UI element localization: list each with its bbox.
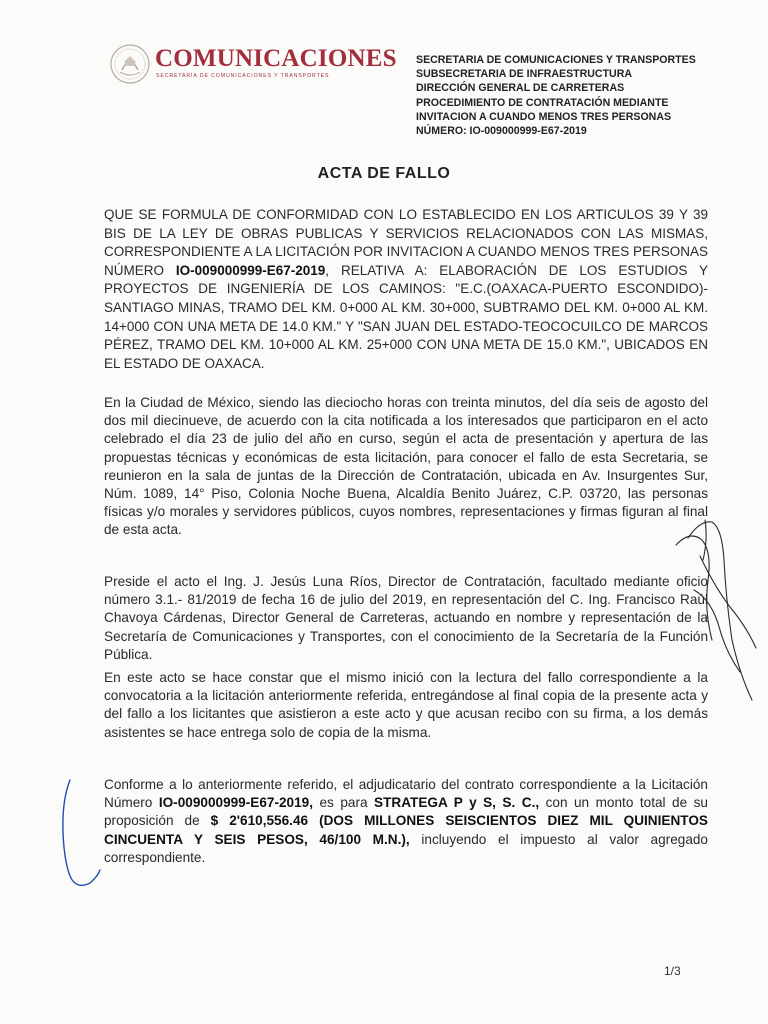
- award-amount: $ 2'610,556.46 (DOS MILLONES SEISCIENTOS DIEZ MIL QUINIENTOS CINCUENTA Y SEIS PESOS, 46/100 M.N.),: [104, 813, 708, 847]
- preamble-text: , RELATIVA A: ELABORACIÓN DE LOS ESTUDIOS Y PROYECTOS DE INGENIERÍA DE LOS CAMINOS: "E.C.(OAXACA-PUERTO ESCONDIDO)-SANTIAGO MINAS, TRAMO DEL KM. 0+000 AL KM. 30+000, SUBTRAMO DEL KM. 0+000 AL KM. 14+000 CON UNA META DE 14.0 KM." Y "SAN JUAN DEL ESTADO-TEOCOCUILCO DE MARCOS PÉREZ, TRAMO DEL KM. 10+000 AL KM. 25+000 CON UNA META DE 15.0 KM.", UBICADOS EN EL ESTADO DE OAXACA.: [104, 262, 709, 371]
- national-seal-icon: [108, 42, 152, 86]
- org-line: DIRECCIÓN GENERAL DE CARRETERAS: [416, 82, 625, 95]
- meeting-paragraph: En la Ciudad de México, siendo las dieciocho horas con treinta minutos, del día seis de agosto del dos mil diecinueve, de acuerdo con la cita notificada a los interesados que participaron en el acto celebrado el día 23 de julio del año en curso, según el acta de presentación y apertura de las propuestas técnicas y económicas de esta licitación, para conocer el fallo de esta Secretaria, se reunieron en la sala de juntas de la Dirección de Contratación, ubicada en Av. Insurgentes Sur, Núm. 1089, 14° Piso, Colonia Noche Buena, Alcaldía Benito Juárez, C.P. 03720, las personas físicas y/o morales y servidores públicos, cuyos nombres, representaciones y firmas figuran al final de esta acta.: [104, 395, 708, 538]
- preamble-text: QUE SE FORMULA DE CONFORMIDAD CON LO ESTABLECIDO EN LOS ARTICULOS 39 Y 39 BIS DE LA LEY DE OBRAS PUBLICAS Y SERVICIOS RELACIONADOS CON LAS MISMAS, CORRESPONDIENTE A LA LICITACIÓN POR INVITACION A CUANDO MENOS TRES PERSONAS NÚMERO: [104, 207, 708, 278]
- award-paragraph: [104, 776, 708, 867]
- awardee-name: STRATEGA P y S, S. C.,: [374, 795, 540, 811]
- page-number: 1/3: [664, 964, 681, 978]
- award-text: con un monto total de su proposición de: [104, 795, 708, 829]
- logo-title: COMUNICACIONES: [155, 45, 397, 72]
- tender-number: IO-009000999-E67-2019,: [158, 795, 314, 811]
- logo-subtitle: SECRETARÍA DE COMUNICACIONES Y TRANSPORTES: [156, 73, 330, 79]
- award-text: incluyendo el impuesto al valor agregado correspondiente.: [104, 831, 708, 865]
- reading-paragraph: En este acto se hace constar que el mismo inició con la lectura del fallo correspondiente a la convocatoria a la licitación anteriormente referida, entregándose al final copia de la presente acta y del fallo a los licitantes que asistieron a este acto y que acusan recibo con su firma, a los demás asistentes se hace entrega solo de copia de la misma.: [104, 670, 708, 740]
- org-line: SUBSECRETARIA DE INFRAESTRUCTURA: [416, 68, 632, 81]
- award-text: Conforme a lo anteriormente referido, el adjudicatario del contrato correspondiente a la Licitación Número: [104, 777, 708, 811]
- blue-ink-mark: [63, 780, 100, 885]
- award-text: es para: [313, 795, 375, 811]
- org-line: PROCEDIMIENTO DE CONTRATACIÓN MEDIANTE: [416, 96, 669, 109]
- presiding-paragraph: Preside el acto el Ing. J. Jesús Luna Ríos, Director de Contratación, facultado mediante oficio número 3.1.- 81/2019 de fecha 16 de julio del 2019, en representación del C. Ing. Francisco Raúl Chavoya Cárdenas, Director General de Carreteras, actuando en nombre y representación de la Secretaría de Comunicaciones y Transportes, con el conocimiento de la Secretaría de la Función Pública.: [104, 574, 708, 662]
- document-title: ACTA DE FALLO: [317, 165, 451, 182]
- org-line: NÚMERO: IO-009000999-E67-2019: [416, 125, 587, 138]
- org-line: INVITACION A CUANDO MENOS TRES PERSONAS: [416, 110, 672, 123]
- sct-logo: [108, 42, 398, 86]
- institution-heading: [416, 53, 746, 138]
- tender-number: IO-009000999-E67-2019: [175, 262, 326, 278]
- preamble-paragraph: [104, 206, 708, 373]
- org-line: SECRETARIA DE COMUNICACIONES Y TRANSPORTES: [416, 54, 696, 66]
